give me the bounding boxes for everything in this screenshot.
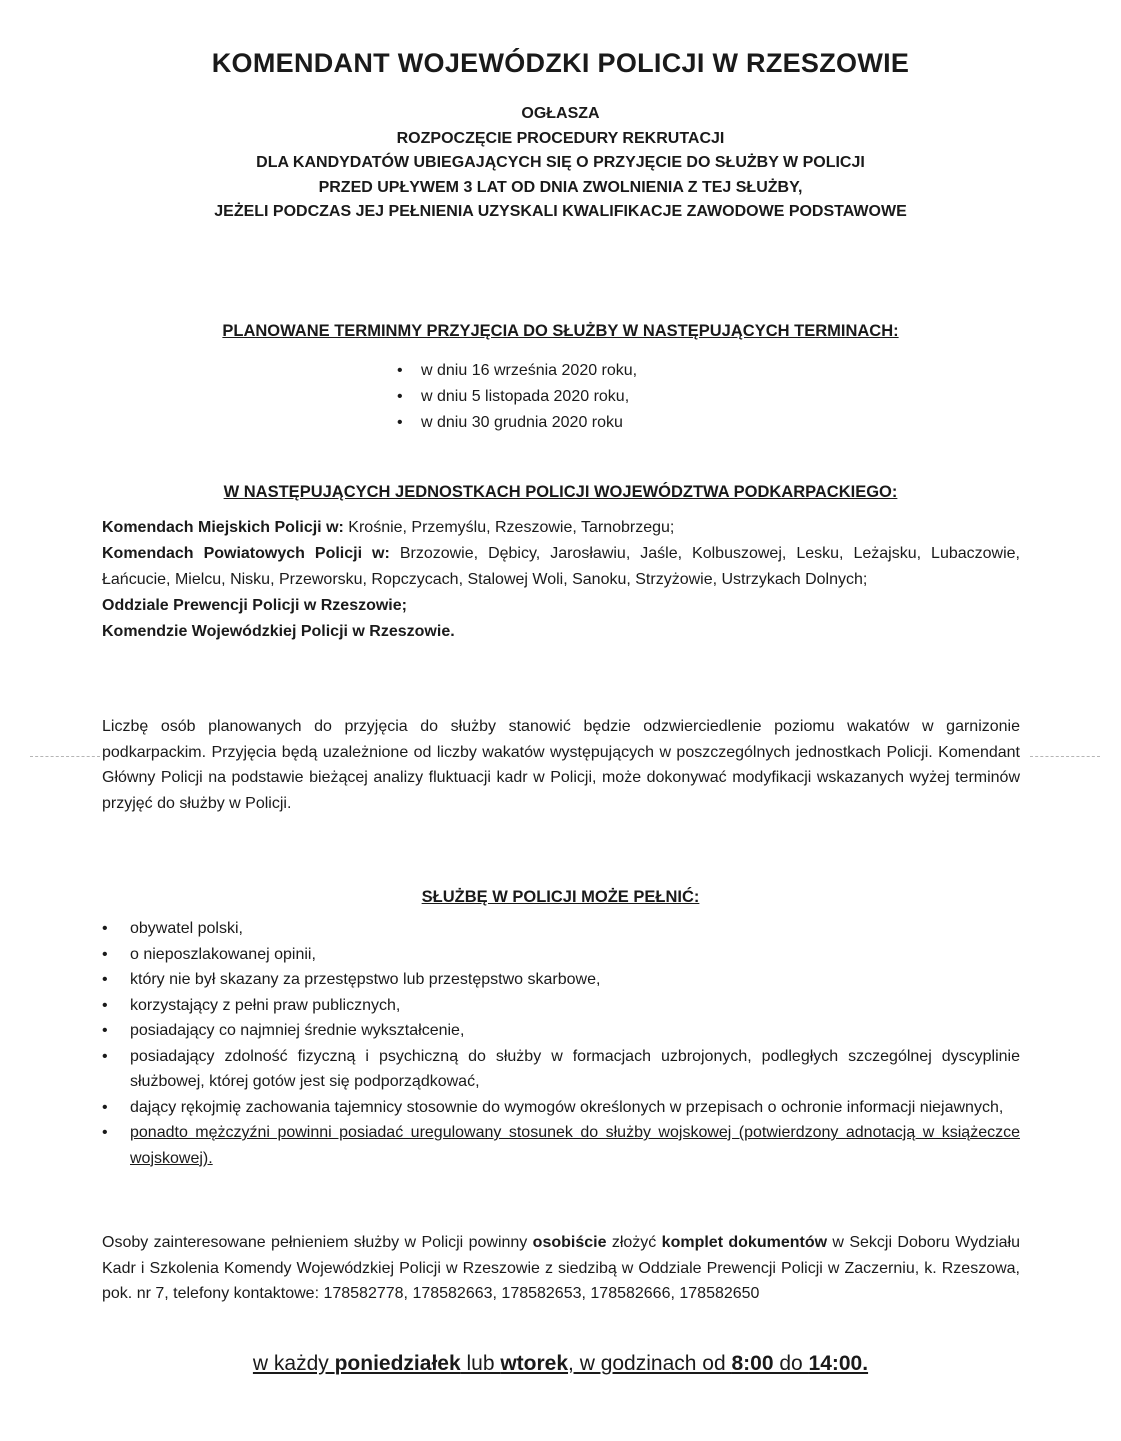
scan-artifact-line [30,756,100,757]
date-item: • w dniu 30 grudnia 2020 roku [397,410,637,436]
contact-paragraph [102,1230,1020,1307]
hours-text: lub [460,1352,501,1375]
requirements-heading: SŁUŻBĘ W POLICJI MOŻE PEŁNIĆ: [421,888,700,906]
requirement-item: • korzystający z pełni praw publicznych, [102,993,1020,1019]
header-line: JEŻELI PODCZAS JEJ PEŁNIENIA UZYSKALI KWALIFIKACJE ZAWODOWE PODSTAWOWE [214,203,907,220]
requirements-list [102,916,1020,1171]
requirement-item: • posiadający co najmniej średnie wykształcenie, [102,1018,1020,1044]
hours-time: 8:00 [731,1352,774,1375]
date-item: • w dniu 16 września 2020 roku, [397,358,637,384]
contact-text: Osoby zainteresowane pełnieniem służby w Policji powinny [102,1234,533,1251]
contact-emphasis: komplet dokumentów [661,1234,828,1251]
header-line: PRZED UPŁYWEM 3 LAT OD DNIA ZWOLNIENIA Z TEJ SŁUŻBY, [318,178,803,196]
requirement-item: • obywatel polski, [102,916,1020,942]
header-line: ROZPOCZĘCIE PROCEDURY REKRUTACJI [396,129,725,147]
hours-text: do [773,1352,809,1375]
requirement-item: • dający rękojmię zachowania tajemnicy stosownie do wymogów określonych w przepisach o ochronie informacji niejawnych, [102,1095,1020,1121]
requirement-item [102,1120,1020,1171]
unit-label: Komendach Powiatowych Policji w: [102,545,390,562]
office-hours [0,1352,1121,1376]
unit-label: Komendach Miejskich Policji w: [102,519,344,536]
hours-text: , w godzinach od [568,1352,732,1375]
requirement-text-underlined: ponadto mężczyźni powinni posiadać uregulowany stosunek do służby wojskowej (potwierdzony adnotacją w książeczce wojskowej). [130,1124,1020,1167]
header-line: OGŁASZA [521,105,600,122]
contact-emphasis: osobiście [532,1234,607,1251]
units-list [102,515,1020,645]
announcement-header [0,102,1121,225]
header-line: DLA KANDYDATÓW UBIEGAJĄCYCH SIĘ O PRZYJĘCIE DO SŁUŻBY W POLICJI [256,154,865,171]
unit-text: Krośnie, Przemyślu, Rzeszowie, Tarnobrzegu; [343,519,675,536]
hours-text: w każdy [252,1352,335,1375]
vacancies-paragraph: Liczbę osób planowanych do przyjęcia do służby stanowić będzie odzwierciedlenie poziomu wakatów w garnizonie podkarpackim. Przyjęcia będą uzależnione od liczby wakatów występujących w poszczególnych jednostkach Policji. Komendant Główny Policji na podstawie bieżącej analizy fluktuacji kadr w Policji, może dokonywać modyfikacji wskazanych wyżej terminów przyjęć do służby w Policji. [102,718,1020,812]
unit-entry [102,515,1020,541]
date-item: • w dniu 5 listopada 2020 roku, [397,384,637,410]
dates-list [397,358,637,436]
document-title: KOMENDANT WOJEWÓDZKI POLICJI W RZESZOWIE [211,48,910,78]
unit-entry [102,619,1020,645]
unit-label: Oddziale Prewencji Policji w Rzeszowie; [102,597,407,614]
requirement-item: • o nieposzlakowanej opinii, [102,942,1020,968]
hours-time: 14:00. [808,1352,869,1375]
dates-heading: PLANOWANE TERMINMY PRZYJĘCIA DO SŁUŻBY W NASTĘPUJĄCYCH TERMINACH: [222,322,899,340]
unit-label: Komendzie Wojewódzkiej Policji w Rzeszowie. [102,623,455,640]
contact-text: złożyć [606,1234,662,1251]
units-heading: W NASTĘPUJĄCYCH JEDNOSTKACH POLICJI WOJEWÓDZTWA PODKARPACKIEGO: [223,483,898,501]
unit-entry [102,541,1020,593]
hours-day: poniedziałek [334,1352,461,1375]
hours-day: wtorek [500,1352,569,1375]
contact-text: w Sekcji Doboru Wydziału Kadr i Szkolenia Komendy Wojewódzkiej Policji w Rzeszowie z siedzibą w Oddziale Prewencji Policji w Zaczerniu, k. Rzeszowa, pok. nr 7, telefony kontaktowe: 178582778, 178582663, 178582653, 178582666, 178582650 [102,1234,1020,1302]
scan-artifact-line [1030,756,1100,757]
requirement-item: • który nie był skazany za przestępstwo lub przestępstwo skarbowe, [102,967,1020,993]
unit-text: Brzozowie, Dębicy, Jarosławiu, Jaśle, Kolbuszowej, Lesku, Leżajsku, Lubaczowie, Łańcucie, Mielcu, Nisku, Przeworsku, Ropczycach, Stalowej Woli, Sanoku, Strzyżowie, Ustrzykach Dolnych; [102,545,1021,588]
requirement-item: • posiadający zdolność fizyczną i psychiczną do służby w formacjach uzbrojonych, podległych szczególnej dyscyplinie służbowej, której gotów jest się podporządkować, [102,1044,1020,1095]
unit-entry [102,593,1020,619]
